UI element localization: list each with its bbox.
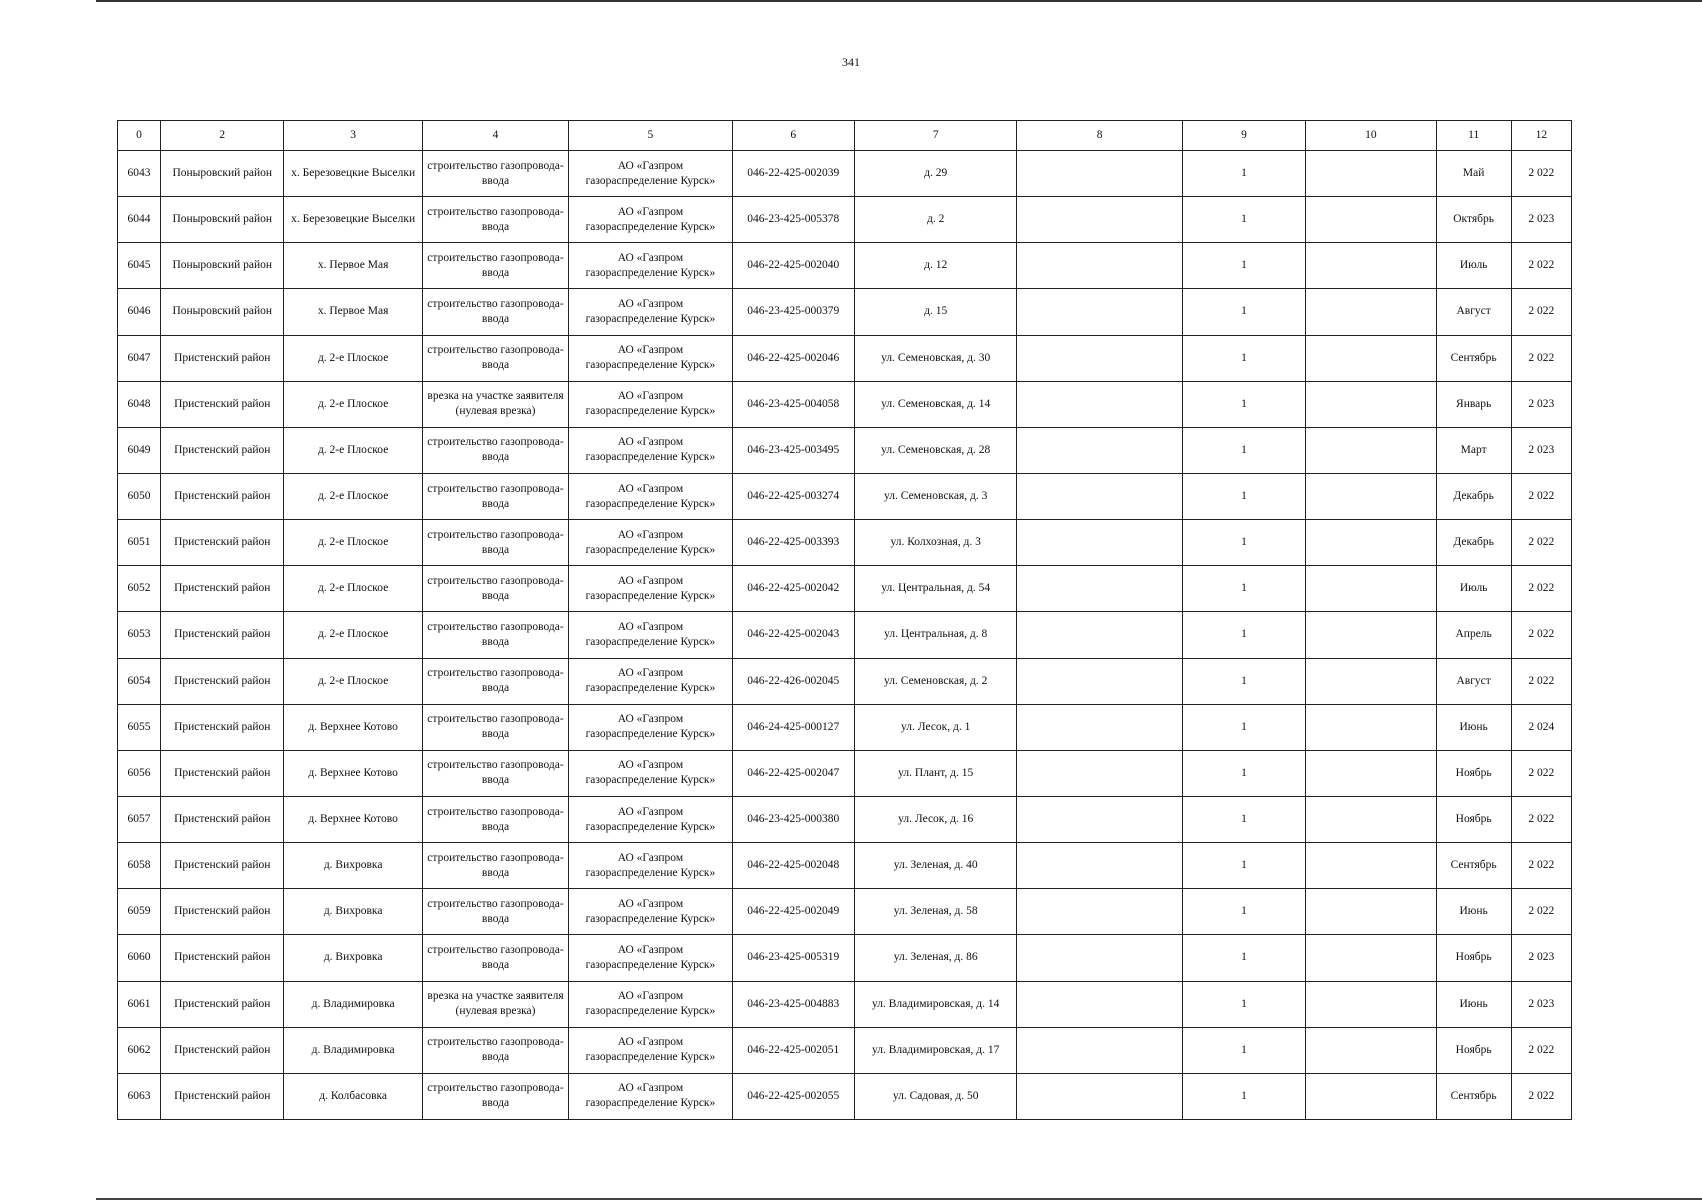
cell-work-type: строительство газопровода-ввода	[422, 658, 568, 704]
cell-district: Пристенский район	[161, 981, 284, 1027]
cell-registry-code: 046-23-425-005319	[732, 935, 854, 981]
cell-district: Пристенский район	[161, 750, 284, 796]
cell-month: Ноябрь	[1436, 1027, 1511, 1073]
cell-quantity: 1	[1182, 704, 1305, 750]
column-header-0: 0	[118, 121, 161, 151]
cell-col-10	[1306, 981, 1436, 1027]
cell-col-10	[1306, 335, 1436, 381]
cell-registry-code: 046-22-425-002047	[732, 750, 854, 796]
table-row	[118, 520, 1572, 566]
cell-district: Пристенский район	[161, 1073, 284, 1119]
cell-address: ул. Садовая, д. 50	[854, 1073, 1016, 1119]
cell-settlement: д. Вихровка	[284, 843, 422, 889]
cell-quantity: 1	[1182, 473, 1305, 519]
cell-district: Пристенский район	[161, 566, 284, 612]
table-row	[118, 704, 1572, 750]
cell-work-type: строительство газопровода-ввода	[422, 520, 568, 566]
cell-year: 2 022	[1511, 243, 1571, 289]
cell-col-10	[1306, 151, 1436, 197]
cell-address: ул. Семеновская, д. 14	[854, 381, 1016, 427]
table-row	[118, 289, 1572, 335]
cell-organization: АО «Газпром газораспределение Курск»	[569, 473, 732, 519]
cell-month: Декабрь	[1436, 520, 1511, 566]
cell-quantity: 1	[1182, 197, 1305, 243]
header-row	[118, 121, 1572, 151]
cell-month: Октябрь	[1436, 197, 1511, 243]
cell-col-10	[1306, 566, 1436, 612]
table-row	[118, 935, 1572, 981]
cell-col-8	[1017, 335, 1182, 381]
cell-organization: АО «Газпром газораспределение Курск»	[569, 704, 732, 750]
table-row	[118, 197, 1572, 243]
cell-organization: АО «Газпром газораспределение Курск»	[569, 243, 732, 289]
cell-quantity: 1	[1182, 520, 1305, 566]
cell-col-8	[1017, 427, 1182, 473]
cell-quantity: 1	[1182, 889, 1305, 935]
cell-row-number: 6057	[118, 796, 161, 842]
cell-month: Апрель	[1436, 612, 1511, 658]
cell-quantity: 1	[1182, 750, 1305, 796]
cell-work-type: строительство газопровода-ввода	[422, 289, 568, 335]
cell-col-8	[1017, 750, 1182, 796]
cell-month: Сентябрь	[1436, 335, 1511, 381]
cell-registry-code: 046-22-425-003274	[732, 473, 854, 519]
cell-year: 2 023	[1511, 981, 1571, 1027]
cell-col-8	[1017, 381, 1182, 427]
cell-year: 2 022	[1511, 612, 1571, 658]
table-row	[118, 335, 1572, 381]
cell-work-type: строительство газопровода-ввода	[422, 750, 568, 796]
cell-district: Пристенский район	[161, 520, 284, 566]
cell-address: д. 15	[854, 289, 1016, 335]
cell-col-8	[1017, 289, 1182, 335]
table-row	[118, 473, 1572, 519]
cell-address: д. 29	[854, 151, 1016, 197]
cell-year: 2 022	[1511, 1027, 1571, 1073]
cell-month: Сентябрь	[1436, 1073, 1511, 1119]
cell-quantity: 1	[1182, 1073, 1305, 1119]
column-header-11: 11	[1436, 121, 1511, 151]
cell-col-8	[1017, 151, 1182, 197]
cell-organization: АО «Газпром газораспределение Курск»	[569, 843, 732, 889]
cell-address: ул. Семеновская, д. 30	[854, 335, 1016, 381]
cell-address: ул. Зеленая, д. 58	[854, 889, 1016, 935]
cell-registry-code: 046-22-425-002039	[732, 151, 854, 197]
cell-year: 2 022	[1511, 520, 1571, 566]
cell-col-10	[1306, 750, 1436, 796]
cell-district: Пристенский район	[161, 427, 284, 473]
cell-row-number: 6056	[118, 750, 161, 796]
cell-organization: АО «Газпром газораспределение Курск»	[569, 335, 732, 381]
cell-col-10	[1306, 1027, 1436, 1073]
cell-registry-code: 046-23-425-004883	[732, 981, 854, 1027]
cell-col-10	[1306, 1073, 1436, 1119]
cell-work-type: строительство газопровода-ввода	[422, 427, 568, 473]
cell-settlement: д. 2-е Плоское	[284, 473, 422, 519]
column-header-12: 12	[1511, 121, 1571, 151]
cell-col-10	[1306, 381, 1436, 427]
cell-organization: АО «Газпром газораспределение Курск»	[569, 889, 732, 935]
table-body	[118, 151, 1572, 1120]
cell-address: ул. Семеновская, д. 3	[854, 473, 1016, 519]
cell-quantity: 1	[1182, 289, 1305, 335]
cell-row-number: 6054	[118, 658, 161, 704]
cell-work-type: строительство газопровода-ввода	[422, 473, 568, 519]
cell-row-number: 6052	[118, 566, 161, 612]
cell-settlement: д. 2-е Плоское	[284, 520, 422, 566]
cell-col-8	[1017, 658, 1182, 704]
cell-organization: АО «Газпром газораспределение Курск»	[569, 427, 732, 473]
cell-year: 2 024	[1511, 704, 1571, 750]
cell-organization: АО «Газпром газораспределение Курск»	[569, 566, 732, 612]
cell-month: Ноябрь	[1436, 935, 1511, 981]
cell-col-8	[1017, 704, 1182, 750]
cell-row-number: 6050	[118, 473, 161, 519]
cell-work-type: строительство газопровода-ввода	[422, 704, 568, 750]
cell-district: Пристенский район	[161, 335, 284, 381]
cell-year: 2 022	[1511, 843, 1571, 889]
cell-district: Пристенский район	[161, 889, 284, 935]
cell-settlement: х. Первое Мая	[284, 243, 422, 289]
cell-address: ул. Владимировская, д. 14	[854, 981, 1016, 1027]
table-row	[118, 1027, 1572, 1073]
cell-organization: АО «Газпром газораспределение Курск»	[569, 796, 732, 842]
table-row	[118, 381, 1572, 427]
cell-row-number: 6055	[118, 704, 161, 750]
cell-quantity: 1	[1182, 566, 1305, 612]
cell-organization: АО «Газпром газораспределение Курск»	[569, 750, 732, 796]
cell-address: ул. Плант, д. 15	[854, 750, 1016, 796]
cell-col-8	[1017, 197, 1182, 243]
cell-organization: АО «Газпром газораспределение Курск»	[569, 658, 732, 704]
cell-month: Август	[1436, 289, 1511, 335]
cell-registry-code: 046-22-425-002051	[732, 1027, 854, 1073]
cell-month: Март	[1436, 427, 1511, 473]
column-header-4: 4	[422, 121, 568, 151]
cell-settlement: х. Березовецкие Выселки	[284, 197, 422, 243]
cell-address: ул. Зеленая, д. 40	[854, 843, 1016, 889]
cell-row-number: 6058	[118, 843, 161, 889]
cell-settlement: д. 2-е Плоское	[284, 566, 422, 612]
cell-settlement: д. Колбасовка	[284, 1073, 422, 1119]
cell-registry-code: 046-22-426-002045	[732, 658, 854, 704]
cell-organization: АО «Газпром газораспределение Курск»	[569, 520, 732, 566]
cell-row-number: 6044	[118, 197, 161, 243]
cell-col-10	[1306, 197, 1436, 243]
cell-year: 2 023	[1511, 427, 1571, 473]
cell-row-number: 6049	[118, 427, 161, 473]
cell-organization: АО «Газпром газораспределение Курск»	[569, 612, 732, 658]
table-row	[118, 889, 1572, 935]
cell-district: Пристенский район	[161, 658, 284, 704]
cell-month: Ноябрь	[1436, 750, 1511, 796]
cell-settlement: д. 2-е Плоское	[284, 658, 422, 704]
table-row	[118, 981, 1572, 1027]
cell-settlement: д. Владимировка	[284, 981, 422, 1027]
cell-row-number: 6060	[118, 935, 161, 981]
cell-district: Поныровский район	[161, 289, 284, 335]
cell-quantity: 1	[1182, 935, 1305, 981]
cell-address: ул. Центральная, д. 54	[854, 566, 1016, 612]
cell-quantity: 1	[1182, 427, 1305, 473]
cell-work-type: строительство газопровода-ввода	[422, 1027, 568, 1073]
column-header-9: 9	[1182, 121, 1305, 151]
cell-registry-code: 046-22-425-002043	[732, 612, 854, 658]
cell-district: Поныровский район	[161, 243, 284, 289]
cell-year: 2 022	[1511, 889, 1571, 935]
cell-address: ул. Зеленая, д. 86	[854, 935, 1016, 981]
cell-work-type: строительство газопровода-ввода	[422, 243, 568, 289]
cell-month: Июнь	[1436, 981, 1511, 1027]
cell-month: Июнь	[1436, 889, 1511, 935]
cell-row-number: 6046	[118, 289, 161, 335]
cell-organization: АО «Газпром газораспределение Курск»	[569, 289, 732, 335]
cell-organization: АО «Газпром газораспределение Курск»	[569, 1027, 732, 1073]
cell-settlement: д. Вихровка	[284, 889, 422, 935]
cell-registry-code: 046-23-425-004058	[732, 381, 854, 427]
cell-organization: АО «Газпром газораспределение Курск»	[569, 381, 732, 427]
cell-work-type: врезка на участке заявителя (нулевая врезка)	[422, 381, 568, 427]
cell-col-8	[1017, 1027, 1182, 1073]
table-row	[118, 612, 1572, 658]
cell-month: Июль	[1436, 566, 1511, 612]
cell-settlement: д. Вихровка	[284, 935, 422, 981]
cell-registry-code: 046-22-425-002046	[732, 335, 854, 381]
cell-work-type: строительство газопровода-ввода	[422, 935, 568, 981]
cell-work-type: строительство газопровода-ввода	[422, 796, 568, 842]
cell-address: ул. Владимировская, д. 17	[854, 1027, 1016, 1073]
cell-col-8	[1017, 935, 1182, 981]
cell-organization: АО «Газпром газораспределение Курск»	[569, 197, 732, 243]
cell-settlement: х. Первое Мая	[284, 289, 422, 335]
cell-col-10	[1306, 889, 1436, 935]
cell-registry-code: 046-24-425-000127	[732, 704, 854, 750]
cell-col-8	[1017, 473, 1182, 519]
cell-address: ул. Семеновская, д. 2	[854, 658, 1016, 704]
cell-month: Январь	[1436, 381, 1511, 427]
cell-registry-code: 046-22-425-002048	[732, 843, 854, 889]
cell-year: 2 022	[1511, 750, 1571, 796]
cell-settlement: х. Березовецкие Выселки	[284, 151, 422, 197]
cell-settlement: д. 2-е Плоское	[284, 381, 422, 427]
cell-registry-code: 046-22-425-002040	[732, 243, 854, 289]
cell-registry-code: 046-22-425-003393	[732, 520, 854, 566]
cell-year: 2 022	[1511, 658, 1571, 704]
cell-registry-code: 046-22-425-002042	[732, 566, 854, 612]
cell-col-10	[1306, 473, 1436, 519]
cell-year: 2 022	[1511, 335, 1571, 381]
column-header-6: 6	[732, 121, 854, 151]
cell-district: Пристенский район	[161, 612, 284, 658]
cell-month: Сентябрь	[1436, 843, 1511, 889]
cell-work-type: врезка на участке заявителя (нулевая врезка)	[422, 981, 568, 1027]
column-header-5: 5	[569, 121, 732, 151]
cell-col-8	[1017, 520, 1182, 566]
cell-settlement: д. 2-е Плоское	[284, 427, 422, 473]
cell-district: Пристенский район	[161, 796, 284, 842]
cell-year: 2 023	[1511, 935, 1571, 981]
cell-row-number: 6048	[118, 381, 161, 427]
cell-year: 2 023	[1511, 381, 1571, 427]
cell-col-10	[1306, 243, 1436, 289]
cell-quantity: 1	[1182, 843, 1305, 889]
cell-settlement: д. Верхнее Котово	[284, 750, 422, 796]
cell-row-number: 6047	[118, 335, 161, 381]
cell-address: ул. Колхозная, д. 3	[854, 520, 1016, 566]
cell-work-type: строительство газопровода-ввода	[422, 612, 568, 658]
column-header-2: 2	[161, 121, 284, 151]
cell-row-number: 6061	[118, 981, 161, 1027]
cell-quantity: 1	[1182, 243, 1305, 289]
cell-work-type: строительство газопровода-ввода	[422, 335, 568, 381]
cell-row-number: 6059	[118, 889, 161, 935]
cell-col-8	[1017, 1073, 1182, 1119]
cell-col-10	[1306, 796, 1436, 842]
cell-year: 2 022	[1511, 796, 1571, 842]
cell-registry-code: 046-22-425-002055	[732, 1073, 854, 1119]
cell-year: 2 023	[1511, 197, 1571, 243]
cell-col-10	[1306, 612, 1436, 658]
cell-quantity: 1	[1182, 151, 1305, 197]
cell-month: Май	[1436, 151, 1511, 197]
cell-year: 2 022	[1511, 566, 1571, 612]
table-row	[118, 243, 1572, 289]
cell-registry-code: 046-23-425-005378	[732, 197, 854, 243]
table-row	[118, 427, 1572, 473]
cell-registry-code: 046-23-425-000379	[732, 289, 854, 335]
cell-work-type: строительство газопровода-ввода	[422, 889, 568, 935]
cell-work-type: строительство газопровода-ввода	[422, 843, 568, 889]
cell-col-8	[1017, 796, 1182, 842]
cell-row-number: 6043	[118, 151, 161, 197]
cell-district: Поныровский район	[161, 151, 284, 197]
page-number: 341	[842, 55, 860, 69]
cell-settlement: д. 2-е Плоское	[284, 335, 422, 381]
cell-registry-code: 046-23-425-000380	[732, 796, 854, 842]
cell-work-type: строительство газопровода-ввода	[422, 566, 568, 612]
cell-work-type: строительство газопровода-ввода	[422, 151, 568, 197]
table-row	[118, 1073, 1572, 1119]
cell-row-number: 6045	[118, 243, 161, 289]
cell-col-8	[1017, 981, 1182, 1027]
cell-district: Пристенский район	[161, 935, 284, 981]
cell-district: Пристенский район	[161, 843, 284, 889]
cell-address: д. 12	[854, 243, 1016, 289]
cell-month: Декабрь	[1436, 473, 1511, 519]
cell-settlement: д. Владимировка	[284, 1027, 422, 1073]
table-row	[118, 843, 1572, 889]
cell-month: Июль	[1436, 243, 1511, 289]
cell-quantity: 1	[1182, 612, 1305, 658]
cell-quantity: 1	[1182, 796, 1305, 842]
cell-organization: АО «Газпром газораспределение Курск»	[569, 981, 732, 1027]
cell-address: ул. Центральная, д. 8	[854, 612, 1016, 658]
cell-month: Ноябрь	[1436, 796, 1511, 842]
cell-quantity: 1	[1182, 1027, 1305, 1073]
cell-registry-code: 046-22-425-002049	[732, 889, 854, 935]
cell-month: Июнь	[1436, 704, 1511, 750]
cell-district: Поныровский район	[161, 197, 284, 243]
top-scan-border	[96, 0, 1702, 2]
cell-district: Пристенский район	[161, 473, 284, 519]
cell-year: 2 022	[1511, 1073, 1571, 1119]
registry-table	[117, 120, 1572, 1120]
cell-col-8	[1017, 243, 1182, 289]
cell-month: Август	[1436, 658, 1511, 704]
cell-year: 2 022	[1511, 289, 1571, 335]
cell-quantity: 1	[1182, 335, 1305, 381]
cell-work-type: строительство газопровода-ввода	[422, 197, 568, 243]
cell-row-number: 6053	[118, 612, 161, 658]
cell-row-number: 6051	[118, 520, 161, 566]
cell-quantity: 1	[1182, 981, 1305, 1027]
cell-address: ул. Лесок, д. 16	[854, 796, 1016, 842]
column-header-10: 10	[1306, 121, 1436, 151]
cell-district: Пристенский район	[161, 704, 284, 750]
cell-year: 2 022	[1511, 151, 1571, 197]
column-header-8: 8	[1017, 121, 1182, 151]
table-row	[118, 151, 1572, 197]
cell-row-number: 6062	[118, 1027, 161, 1073]
cell-col-8	[1017, 612, 1182, 658]
table-row	[118, 566, 1572, 612]
cell-col-8	[1017, 889, 1182, 935]
cell-quantity: 1	[1182, 658, 1305, 704]
cell-col-10	[1306, 935, 1436, 981]
cell-address: ул. Лесок, д. 1	[854, 704, 1016, 750]
cell-organization: АО «Газпром газораспределение Курск»	[569, 151, 732, 197]
cell-col-10	[1306, 843, 1436, 889]
cell-settlement: д. 2-е Плоское	[284, 612, 422, 658]
cell-year: 2 022	[1511, 473, 1571, 519]
cell-row-number: 6063	[118, 1073, 161, 1119]
cell-organization: АО «Газпром газораспределение Курск»	[569, 935, 732, 981]
column-header-7: 7	[854, 121, 1016, 151]
cell-settlement: д. Верхнее Котово	[284, 704, 422, 750]
cell-address: ул. Семеновская, д. 28	[854, 427, 1016, 473]
cell-col-10	[1306, 704, 1436, 750]
cell-col-10	[1306, 520, 1436, 566]
cell-quantity: 1	[1182, 381, 1305, 427]
cell-col-8	[1017, 566, 1182, 612]
table-row	[118, 658, 1572, 704]
column-header-3: 3	[284, 121, 422, 151]
cell-district: Пристенский район	[161, 1027, 284, 1073]
cell-district: Пристенский район	[161, 381, 284, 427]
cell-col-10	[1306, 427, 1436, 473]
table-row	[118, 750, 1572, 796]
cell-registry-code: 046-23-425-003495	[732, 427, 854, 473]
table-row	[118, 796, 1572, 842]
cell-settlement: д. Верхнее Котово	[284, 796, 422, 842]
cell-col-10	[1306, 289, 1436, 335]
cell-col-8	[1017, 843, 1182, 889]
cell-organization: АО «Газпром газораспределение Курск»	[569, 1073, 732, 1119]
cell-col-10	[1306, 658, 1436, 704]
cell-work-type: строительство газопровода-ввода	[422, 1073, 568, 1119]
cell-address: д. 2	[854, 197, 1016, 243]
